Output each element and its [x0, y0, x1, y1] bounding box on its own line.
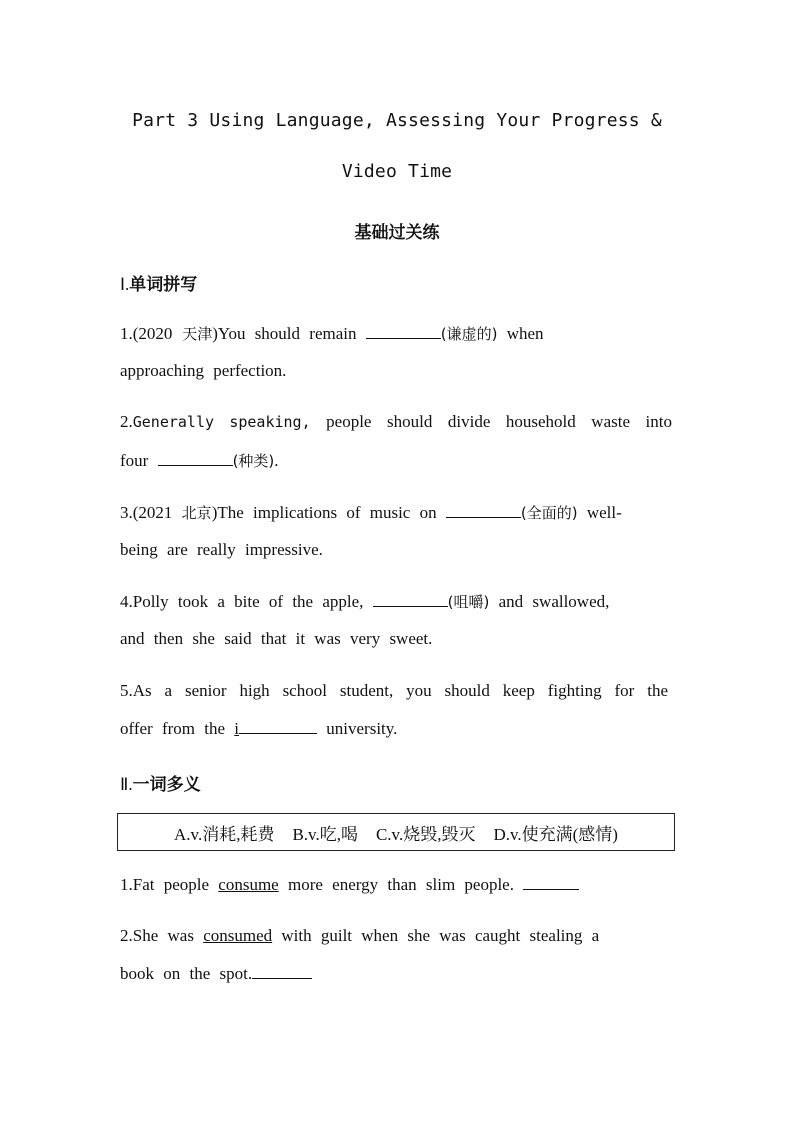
question-1-line-1: 1.(2020 天津)You should remain (谦虚的) when — [120, 324, 544, 343]
answer-blank[interactable] — [158, 451, 233, 466]
polysemy-question-1: 1.Fat people consume more energy than slim people. — [120, 875, 672, 895]
question-4-line-1: 4.Polly took a bite of the apple, (咀嚼) and swallowed, — [120, 592, 610, 611]
option-c: C.v.烧毁,毁灭 — [375, 824, 476, 844]
question-4-line-2: and then she said that it was very sweet. — [120, 629, 433, 648]
answer-blank[interactable] — [523, 875, 579, 890]
target-word: consumed — [203, 926, 273, 945]
section-2-heading — [120, 770, 201, 795]
answer-blank[interactable] — [373, 592, 448, 607]
page-title-line-1: Part 3 Using Language, Assessing Your Progress & — [132, 110, 662, 131]
page-title-line-2: Video Time — [341, 161, 453, 182]
question-5-line-2: offer from the i university. — [120, 719, 398, 738]
section-2-label: 一词多义 — [132, 775, 201, 795]
polysemy-question-2-line-1: 2.She was consumed with guilt when she was caught stealing a — [120, 926, 600, 945]
section-1-label: 单词拼写 — [129, 275, 198, 295]
answer-blank[interactable] — [252, 964, 312, 979]
question-3-line-1: 3.(2021 北京)The implications of music on (全面的) well- — [120, 503, 622, 522]
definition-options-box — [117, 813, 675, 851]
question-2-line-1: 2.Generally speaking, people should divide household waste into — [120, 412, 672, 431]
option-a: A.v.消耗,耗费 — [174, 824, 275, 844]
question-5-line-1: 5.As a senior high school student, you should keep fighting for the — [120, 681, 668, 700]
question-3-line-2: being are really impressive. — [120, 540, 323, 559]
answer-blank[interactable] — [366, 324, 441, 339]
section-2-roman: Ⅱ. — [120, 775, 133, 794]
polysemy-question-2-line-2: book on the spot. — [120, 964, 672, 984]
section-1-heading — [120, 270, 197, 295]
option-d: D.v.使充满(感情) — [493, 824, 618, 844]
exercise-subtitle: 基础过关练 — [354, 223, 440, 243]
answer-blank[interactable] — [239, 719, 317, 734]
answer-blank[interactable] — [446, 503, 521, 518]
question-2-line-2: four (种类). — [120, 451, 279, 470]
target-word: consume — [218, 875, 279, 894]
option-b: B.v.吃,喝 — [292, 824, 358, 844]
section-1-roman: Ⅰ. — [120, 275, 130, 294]
question-1-line-2: approaching perfection. — [120, 361, 287, 380]
